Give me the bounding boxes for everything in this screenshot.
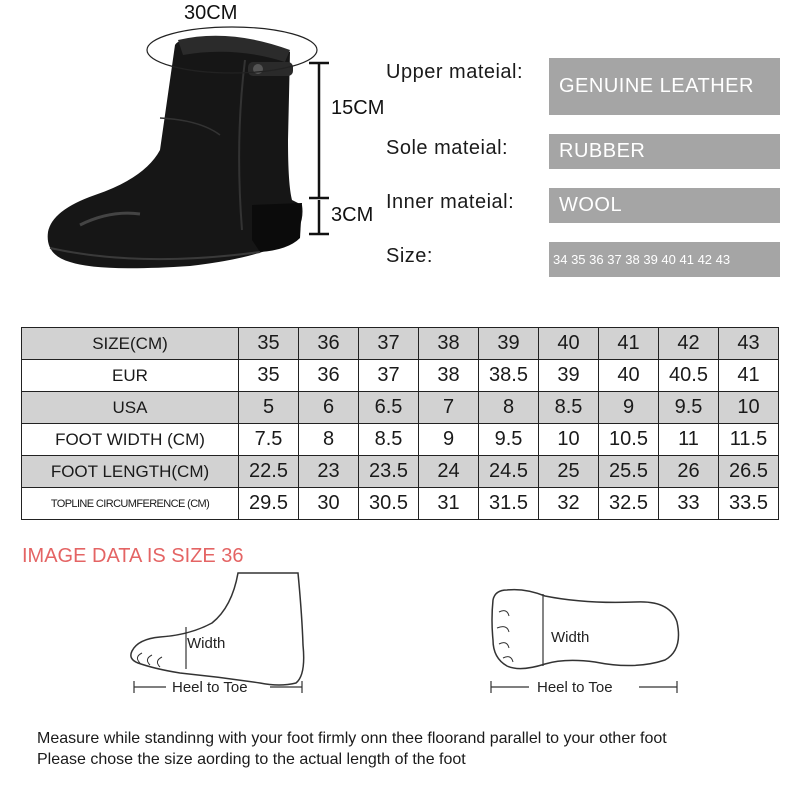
table-cell: 22.5 bbox=[239, 456, 299, 488]
table-row-size-cm bbox=[22, 328, 779, 360]
table-cell: 41 bbox=[599, 328, 659, 360]
table-cell: 25 bbox=[539, 456, 599, 488]
table-cell: 8 bbox=[299, 424, 359, 456]
sole-material-value: RUBBER bbox=[549, 134, 780, 169]
product-illustration bbox=[20, 0, 400, 300]
table-cell: 10 bbox=[719, 392, 779, 424]
circumference-label: 30CM bbox=[184, 2, 238, 24]
table-cell: 10.5 bbox=[599, 424, 659, 456]
side-foot-diagram bbox=[120, 565, 320, 700]
table-row-foot-width bbox=[22, 424, 779, 456]
table-cell: 24.5 bbox=[479, 456, 539, 488]
image-size-note: IMAGE DATA IS SIZE 36 bbox=[22, 545, 244, 567]
table-cell: 38.5 bbox=[479, 360, 539, 392]
table-cell: 32.5 bbox=[599, 488, 659, 520]
row-header: FOOT WIDTH (CM) bbox=[22, 424, 239, 456]
table-cell: 29.5 bbox=[239, 488, 299, 520]
size-range-value: 34 35 36 37 38 39 40 41 42 43 bbox=[549, 242, 780, 277]
table-cell: 38 bbox=[419, 360, 479, 392]
table-cell: 40 bbox=[539, 328, 599, 360]
table-cell: 36 bbox=[299, 360, 359, 392]
table-cell: 42 bbox=[659, 328, 719, 360]
table-cell: 40.5 bbox=[659, 360, 719, 392]
upper-material-label: Upper mateial: bbox=[386, 61, 524, 83]
table-cell: 24 bbox=[419, 456, 479, 488]
table-cell: 26.5 bbox=[719, 456, 779, 488]
table-cell: 23.5 bbox=[359, 456, 419, 488]
table-cell: 35 bbox=[239, 360, 299, 392]
table-cell: 30 bbox=[299, 488, 359, 520]
table-cell: 30.5 bbox=[359, 488, 419, 520]
table-cell: 39 bbox=[539, 360, 599, 392]
shaft-height-label: 15CM bbox=[331, 97, 385, 119]
row-header: FOOT LENGTH(CM) bbox=[22, 456, 239, 488]
table-cell: 40 bbox=[599, 360, 659, 392]
table-row-topline-circumference bbox=[22, 488, 779, 520]
table-cell: 9.5 bbox=[479, 424, 539, 456]
inner-material-label: Inner mateial: bbox=[386, 191, 515, 213]
table-cell: 8 bbox=[479, 392, 539, 424]
table-cell: 7 bbox=[419, 392, 479, 424]
row-header: SIZE(CM) bbox=[22, 328, 239, 360]
table-cell: 32 bbox=[539, 488, 599, 520]
row-header: EUR bbox=[22, 360, 239, 392]
table-cell: 38 bbox=[419, 328, 479, 360]
table-cell: 11 bbox=[659, 424, 719, 456]
table-row-foot-length bbox=[22, 456, 779, 488]
table-cell: 43 bbox=[719, 328, 779, 360]
table-cell: 41 bbox=[719, 360, 779, 392]
table-cell: 10 bbox=[539, 424, 599, 456]
table-cell: 35 bbox=[239, 328, 299, 360]
table-cell: 6.5 bbox=[359, 392, 419, 424]
size-chart-table bbox=[21, 327, 779, 520]
table-cell: 9 bbox=[599, 392, 659, 424]
table-cell: 11.5 bbox=[719, 424, 779, 456]
table-cell: 31 bbox=[419, 488, 479, 520]
size-label: Size: bbox=[386, 245, 433, 267]
table-cell: 9.5 bbox=[659, 392, 719, 424]
table-row-eur bbox=[22, 360, 779, 392]
table-cell: 8.5 bbox=[539, 392, 599, 424]
instruction-line-1: Measure while standinng with your foot firmly onn thee floorand parallel to your other foot bbox=[37, 730, 667, 747]
table-cell: 5 bbox=[239, 392, 299, 424]
inner-material-value: WOOL bbox=[549, 188, 780, 223]
instruction-line-2: Please chose the size aording to the actual length of the foot bbox=[37, 751, 466, 768]
table-cell: 9 bbox=[419, 424, 479, 456]
table-cell: 31.5 bbox=[479, 488, 539, 520]
table-cell: 33 bbox=[659, 488, 719, 520]
upper-material-value: GENUINE LEATHER bbox=[549, 58, 780, 115]
table-cell: 33.5 bbox=[719, 488, 779, 520]
table-cell: 8.5 bbox=[359, 424, 419, 456]
table-cell: 37 bbox=[359, 328, 419, 360]
table-cell: 25.5 bbox=[599, 456, 659, 488]
top-foot-diagram bbox=[485, 580, 685, 700]
table-cell: 6 bbox=[299, 392, 359, 424]
table-cell: 23 bbox=[299, 456, 359, 488]
top-length-label: Heel to Toe bbox=[537, 679, 613, 696]
sole-material-label: Sole mateial: bbox=[386, 137, 509, 159]
boot-image bbox=[20, 0, 400, 300]
table-cell: 26 bbox=[659, 456, 719, 488]
top-width-label: Width bbox=[551, 629, 590, 646]
heel-height-label: 3CM bbox=[331, 204, 374, 226]
side-length-label: Heel to Toe bbox=[172, 679, 248, 696]
side-width-label: Width bbox=[187, 635, 226, 652]
table-cell: 39 bbox=[479, 328, 539, 360]
row-header: USA bbox=[22, 392, 239, 424]
table-cell: 37 bbox=[359, 360, 419, 392]
row-header: TOPLINE CIRCUMFERENCE (CM) bbox=[22, 488, 239, 520]
table-cell: 7.5 bbox=[239, 424, 299, 456]
table-row-usa bbox=[22, 392, 779, 424]
table-cell: 36 bbox=[299, 328, 359, 360]
